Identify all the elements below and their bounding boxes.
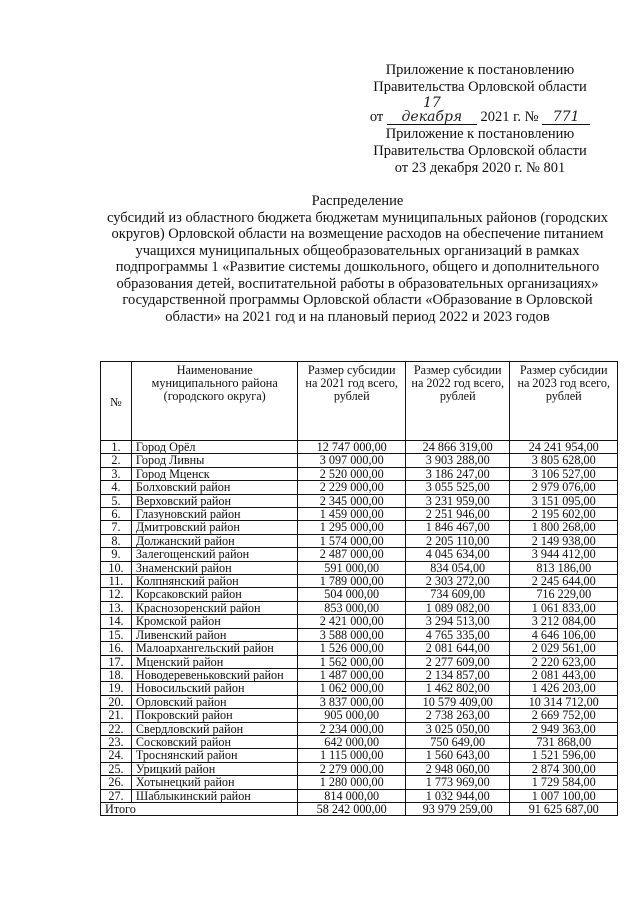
subsidy-2022: 1 560 643,00 [405,749,510,762]
subsidy-2022: 2 251 946,00 [405,508,510,521]
table-row [101,441,618,454]
subsidy-2021: 2 234 000,00 [298,722,405,735]
subsidy-2022: 2 303 272,00 [405,575,510,588]
subsidy-2023: 3 944 412,00 [510,548,618,561]
subsidy-2021: 1 789 000,00 [298,575,405,588]
row-number: 24. [101,749,132,762]
subsidy-2023: 2 949 363,00 [510,722,618,735]
row-number: 22. [101,722,132,735]
row-number: 19. [101,682,132,695]
subsidy-2021: 3 588 000,00 [298,628,405,641]
district-name: Орловский район [131,695,298,708]
subsidy-2023: 1 800 268,00 [510,521,618,534]
subsidy-2021: 2 421 000,00 [298,615,405,628]
subsidy-2022: 1 032 944,00 [405,789,510,802]
district-name: Мценский район [131,655,298,668]
subsidy-2021: 905 000,00 [298,709,405,722]
row-number: 21. [101,709,132,722]
handwritten-number: 771 [542,110,590,125]
district-name: Город Мценск [131,467,298,480]
subsidy-2021: 591 000,00 [298,561,405,574]
subsidy-2022: 834 054,00 [405,561,510,574]
table-row [101,762,618,775]
subsidy-2021: 2 345 000,00 [298,494,405,507]
subsidy-2023: 2 081 443,00 [510,668,618,681]
subsidy-2021: 1 487 000,00 [298,668,405,681]
subsidy-2022: 3 025 050,00 [405,722,510,735]
table-row [101,494,618,507]
table-row [101,575,618,588]
subsidy-2023: 1 061 833,00 [510,601,618,614]
subsidy-2021: 814 000,00 [298,789,405,802]
subsidy-2021: 1 280 000,00 [298,776,405,789]
table-row [101,722,618,735]
subsidy-2022: 2 081 644,00 [405,642,510,655]
row-number: 4. [101,481,132,494]
subsidy-2022: 3 294 513,00 [405,615,510,628]
table-row [101,628,618,641]
subsidy-2023: 24 241 954,00 [510,441,618,454]
district-name: Болховский район [131,481,298,494]
subsidy-2023: 731 868,00 [510,735,618,748]
subsidy-2022: 3 186 247,00 [405,467,510,480]
subsidy-2022: 4 045 634,00 [405,548,510,561]
title-body: субсидий из областного бюджета бюджетам муниципальных районов (городских округов) Орловской области на возмещение расходов на обеспечение питанием учащихся муниципальных общеобразовательных организаций в рамках подпрограммы 1 «Развитие системы дошкольного, общего и дополнительного образования детей, воспитательной работы в образовательных организациях» государственной программы Орловской области «Образование в Орловской области» на 2021 год и на плановый период 2022 и 2023 годов [106,209,609,325]
row-number: 15. [101,628,132,641]
district-name: Город Ливны [131,454,298,467]
year-label: 2021 г. № [480,109,539,125]
subsidy-2023: 2 669 752,00 [510,709,618,722]
row-number: 5. [101,494,132,507]
header-2021: Размер субсидии на 2021 год всего, рублей [298,362,405,441]
subsidy-2022: 1 089 082,00 [405,601,510,614]
row-number: 6. [101,508,132,521]
subsidy-2022: 4 765 335,00 [405,628,510,641]
appendix-line: Приложение к постановлению [385,62,575,78]
subsidy-2023: 813 186,00 [510,561,618,574]
table-row [101,615,618,628]
district-name: Знаменский район [131,561,298,574]
subsidy-2022: 2 134 857,00 [405,668,510,681]
total-row [101,802,618,815]
subsidy-2023: 2 220 623,00 [510,655,618,668]
subsidy-2023: 2 029 561,00 [510,642,618,655]
table-row [101,695,618,708]
subsidy-2022: 1 773 969,00 [405,776,510,789]
subsidy-2023: 2 195 602,00 [510,508,618,521]
row-number: 1. [101,441,132,454]
table-row [101,481,618,494]
district-name: Колпнянский район [131,575,298,588]
total-2021: 58 242 000,00 [298,802,405,815]
table-row [101,642,618,655]
district-name: Малоархангельский район [131,642,298,655]
subsidy-2022: 2 738 263,00 [405,709,510,722]
row-number: 12. [101,588,132,601]
subsidy-2022: 750 649,00 [405,735,510,748]
district-name: Корсаковский район [131,588,298,601]
subsidy-table [100,361,618,816]
subsidy-2023: 4 646 106,00 [510,628,618,641]
table-row [101,548,618,561]
appendix-line: от 23 декабря 2020 г. № 801 [394,160,566,176]
appendix-line: Приложение к постановлению [385,126,575,142]
row-number: 2. [101,454,132,467]
row-number: 16. [101,642,132,655]
district-name: Город Орёл [131,441,298,454]
subsidy-2022: 3 055 525,00 [405,481,510,494]
header-number: № [101,362,132,441]
subsidy-2023: 2 979 076,00 [510,481,618,494]
row-number: 10. [101,561,132,574]
table-row [101,601,618,614]
subsidy-2023: 716 229,00 [510,588,618,601]
district-name: Покровский район [131,709,298,722]
district-name: Глазуновский район [131,508,298,521]
handwritten-date: 17 декабря [387,96,477,125]
subsidy-2023: 2 149 938,00 [510,534,618,547]
row-number: 27. [101,789,132,802]
subsidy-2021: 1 562 000,00 [298,655,405,668]
subsidy-2021: 1 574 000,00 [298,534,405,547]
district-name: Сосковский район [131,735,298,748]
table-row [101,588,618,601]
row-number: 11. [101,575,132,588]
row-number: 3. [101,467,132,480]
row-number: 7. [101,521,132,534]
table-row [101,709,618,722]
district-name: Новодеревеньковский район [131,668,298,681]
subsidy-2022: 2 205 110,00 [405,534,510,547]
row-number: 26. [101,776,132,789]
table-row [101,735,618,748]
subsidy-2023: 1 426 203,00 [510,682,618,695]
subsidy-2021: 2 229 000,00 [298,481,405,494]
appendix-header-old [330,126,630,177]
subsidy-2021: 3 837 000,00 [298,695,405,708]
subsidy-2021: 1 115 000,00 [298,749,405,762]
appendix-line: Правительства Орловской области [373,143,587,159]
subsidy-2022: 734 609,00 [405,588,510,601]
table-row [101,467,618,480]
subsidy-2023: 3 212 084,00 [510,615,618,628]
row-number: 14. [101,615,132,628]
header-2023: Размер субсидии на 2023 год всего, рублей [510,362,618,441]
subsidy-2022: 10 579 409,00 [405,695,510,708]
document-title [95,193,620,325]
table-row [101,655,618,668]
subsidy-2021: 3 097 000,00 [298,454,405,467]
subsidy-2022: 2 948 060,00 [405,762,510,775]
subsidy-2023: 1 521 596,00 [510,749,618,762]
district-name: Верховский район [131,494,298,507]
table-header-row [101,362,618,441]
table-row [101,749,618,762]
row-number: 23. [101,735,132,748]
subsidy-2021: 642 000,00 [298,735,405,748]
district-name: Должанский район [131,534,298,547]
header-name: Наименование муниципального района (городского округа) [131,362,298,441]
total-2022: 93 979 259,00 [405,802,510,815]
table-row [101,668,618,681]
district-name: Свердловский район [131,722,298,735]
subsidy-2021: 1 295 000,00 [298,521,405,534]
subsidy-2022: 3 231 959,00 [405,494,510,507]
subsidy-2021: 1 062 000,00 [298,682,405,695]
subsidy-2021: 2 520 000,00 [298,467,405,480]
subsidy-2023: 2 874 300,00 [510,762,618,775]
row-number: 18. [101,668,132,681]
appendix-line: Правительства Орловской области [373,79,587,95]
subsidy-2023: 3 805 628,00 [510,454,618,467]
subsidy-2023: 3 151 095,00 [510,494,618,507]
subsidy-2022: 3 903 288,00 [405,454,510,467]
district-name: Новосильский район [131,682,298,695]
subsidy-2022: 24 866 319,00 [405,441,510,454]
subsidy-2021: 12 747 000,00 [298,441,405,454]
row-number: 17. [101,655,132,668]
appendix-header-new [330,62,630,126]
subsidy-2023: 10 314 712,00 [510,695,618,708]
header-2022: Размер субсидии на 2022 год всего, рублей [405,362,510,441]
district-name: Кромской район [131,615,298,628]
table-row [101,776,618,789]
subsidy-2021: 1 459 000,00 [298,508,405,521]
district-name: Залегощенский район [131,548,298,561]
district-name: Ливенский район [131,628,298,641]
subsidy-2023: 3 106 527,00 [510,467,618,480]
table-row [101,789,618,802]
row-number: 9. [101,548,132,561]
table-row [101,521,618,534]
district-name: Дмитровский район [131,521,298,534]
table-row [101,534,618,547]
date-prefix: от [369,109,384,125]
subsidy-2021: 1 526 000,00 [298,642,405,655]
row-number: 25. [101,762,132,775]
subsidy-2022: 1 462 802,00 [405,682,510,695]
total-label: Итого [101,802,298,815]
row-number: 20. [101,695,132,708]
row-number: 8. [101,534,132,547]
subsidy-2023: 2 245 644,00 [510,575,618,588]
table-row [101,454,618,467]
district-name: Троснянский район [131,749,298,762]
title-heading: Распределение [311,193,404,209]
total-2023: 91 625 687,00 [510,802,618,815]
district-name: Урицкий район [131,762,298,775]
subsidy-2022: 2 277 609,00 [405,655,510,668]
subsidy-2021: 853 000,00 [298,601,405,614]
table-row [101,508,618,521]
subsidy-2022: 1 846 467,00 [405,521,510,534]
appendix-date-line [330,96,630,126]
district-name: Хотынецкий район [131,776,298,789]
row-number: 13. [101,601,132,614]
subsidy-2021: 504 000,00 [298,588,405,601]
table-row [101,561,618,574]
table-row [101,682,618,695]
district-name: Шаблыкинский район [131,789,298,802]
subsidy-2021: 2 279 000,00 [298,762,405,775]
district-name: Краснозоренский район [131,601,298,614]
subsidy-2021: 2 487 000,00 [298,548,405,561]
subsidy-2023: 1 007 100,00 [510,789,618,802]
subsidy-2023: 1 729 584,00 [510,776,618,789]
